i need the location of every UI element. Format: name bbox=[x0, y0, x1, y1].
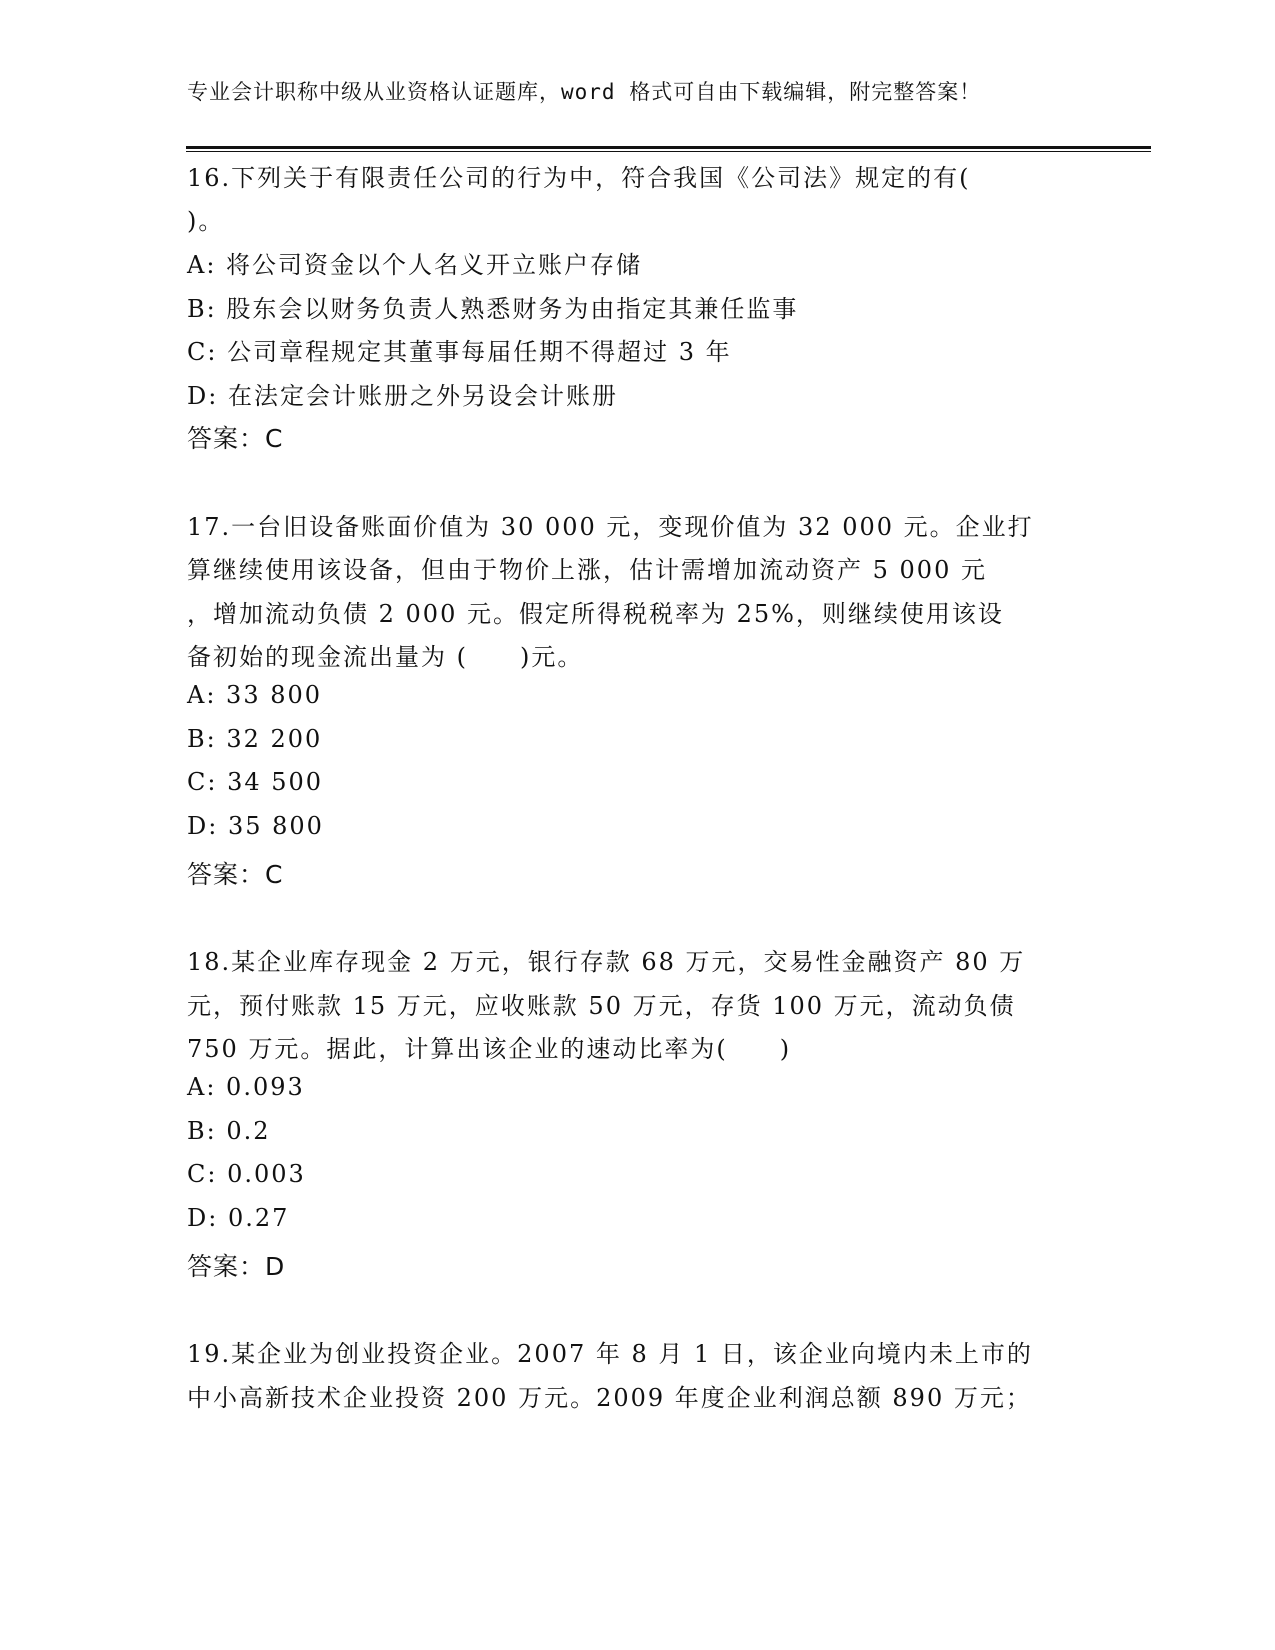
option-c: C: 0.003 bbox=[187, 1160, 306, 1188]
question-stem: )。 bbox=[187, 207, 225, 235]
option-b: B: 股东会以财务负责人熟悉财务为由指定其兼任监事 bbox=[187, 295, 799, 323]
page-header: 专业会计职称中级从业资格认证题库，word 格式可自由下载编辑，附完整答案！ bbox=[187, 80, 982, 104]
answer: 答案：C bbox=[187, 424, 284, 453]
answer: 答案：D bbox=[187, 1252, 286, 1281]
question-stem: 算继续使用该设备，但由于物价上涨，估计需增加流动资产 5 000 元 bbox=[187, 556, 987, 584]
option-d: D: 0.27 bbox=[187, 1204, 290, 1232]
option-d: D: 在法定会计账册之外另设会计账册 bbox=[187, 382, 618, 410]
question-stem: 19.某企业为创业投资企业。2007 年 8 月 1 日，该企业向境内未上市的 bbox=[187, 1340, 1033, 1368]
question-stem: 中小高新技术企业投资 200 万元。2009 年度企业利润总额 890 万元； bbox=[187, 1384, 1032, 1412]
option-b: B: 32 200 bbox=[187, 725, 323, 753]
option-a: A: 将公司资金以个人名义开立账户存储 bbox=[187, 251, 643, 279]
option-c: C: 34 500 bbox=[187, 768, 324, 796]
question-stem: ，增加流动负债 2 000 元。假定所得税税率为 25%，则继续使用该设 bbox=[187, 600, 1004, 628]
answer: 答案：C bbox=[187, 860, 284, 889]
option-a: A: 0.093 bbox=[187, 1073, 305, 1101]
option-a: A: 33 800 bbox=[187, 681, 323, 709]
header-rule-thick bbox=[186, 146, 1151, 149]
option-c: C: 公司章程规定其董事每届任期不得超过 3 年 bbox=[187, 338, 732, 366]
question-stem: 750 万元。据此，计算出该企业的速动比率为( ) bbox=[187, 1035, 792, 1063]
question-stem: 17.一台旧设备账面价值为 30 000 元，变现价值为 32 000 元。企业打 bbox=[187, 513, 1034, 541]
option-b: B: 0.2 bbox=[187, 1117, 271, 1145]
question-stem: 元，预付账款 15 万元，应收账款 50 万元，存货 100 万元，流动负债 bbox=[187, 992, 1016, 1020]
question-stem: 16.下列关于有限责任公司的行为中，符合我国《公司法》规定的有( bbox=[187, 164, 971, 192]
question-stem: 备初始的现金流出量为 ( )元。 bbox=[187, 643, 584, 671]
option-d: D: 35 800 bbox=[187, 812, 324, 840]
question-stem: 18.某企业库存现金 2 万元，银行存款 68 万元，交易性金融资产 80 万 bbox=[187, 948, 1026, 976]
header-rule-thin bbox=[186, 151, 1151, 152]
